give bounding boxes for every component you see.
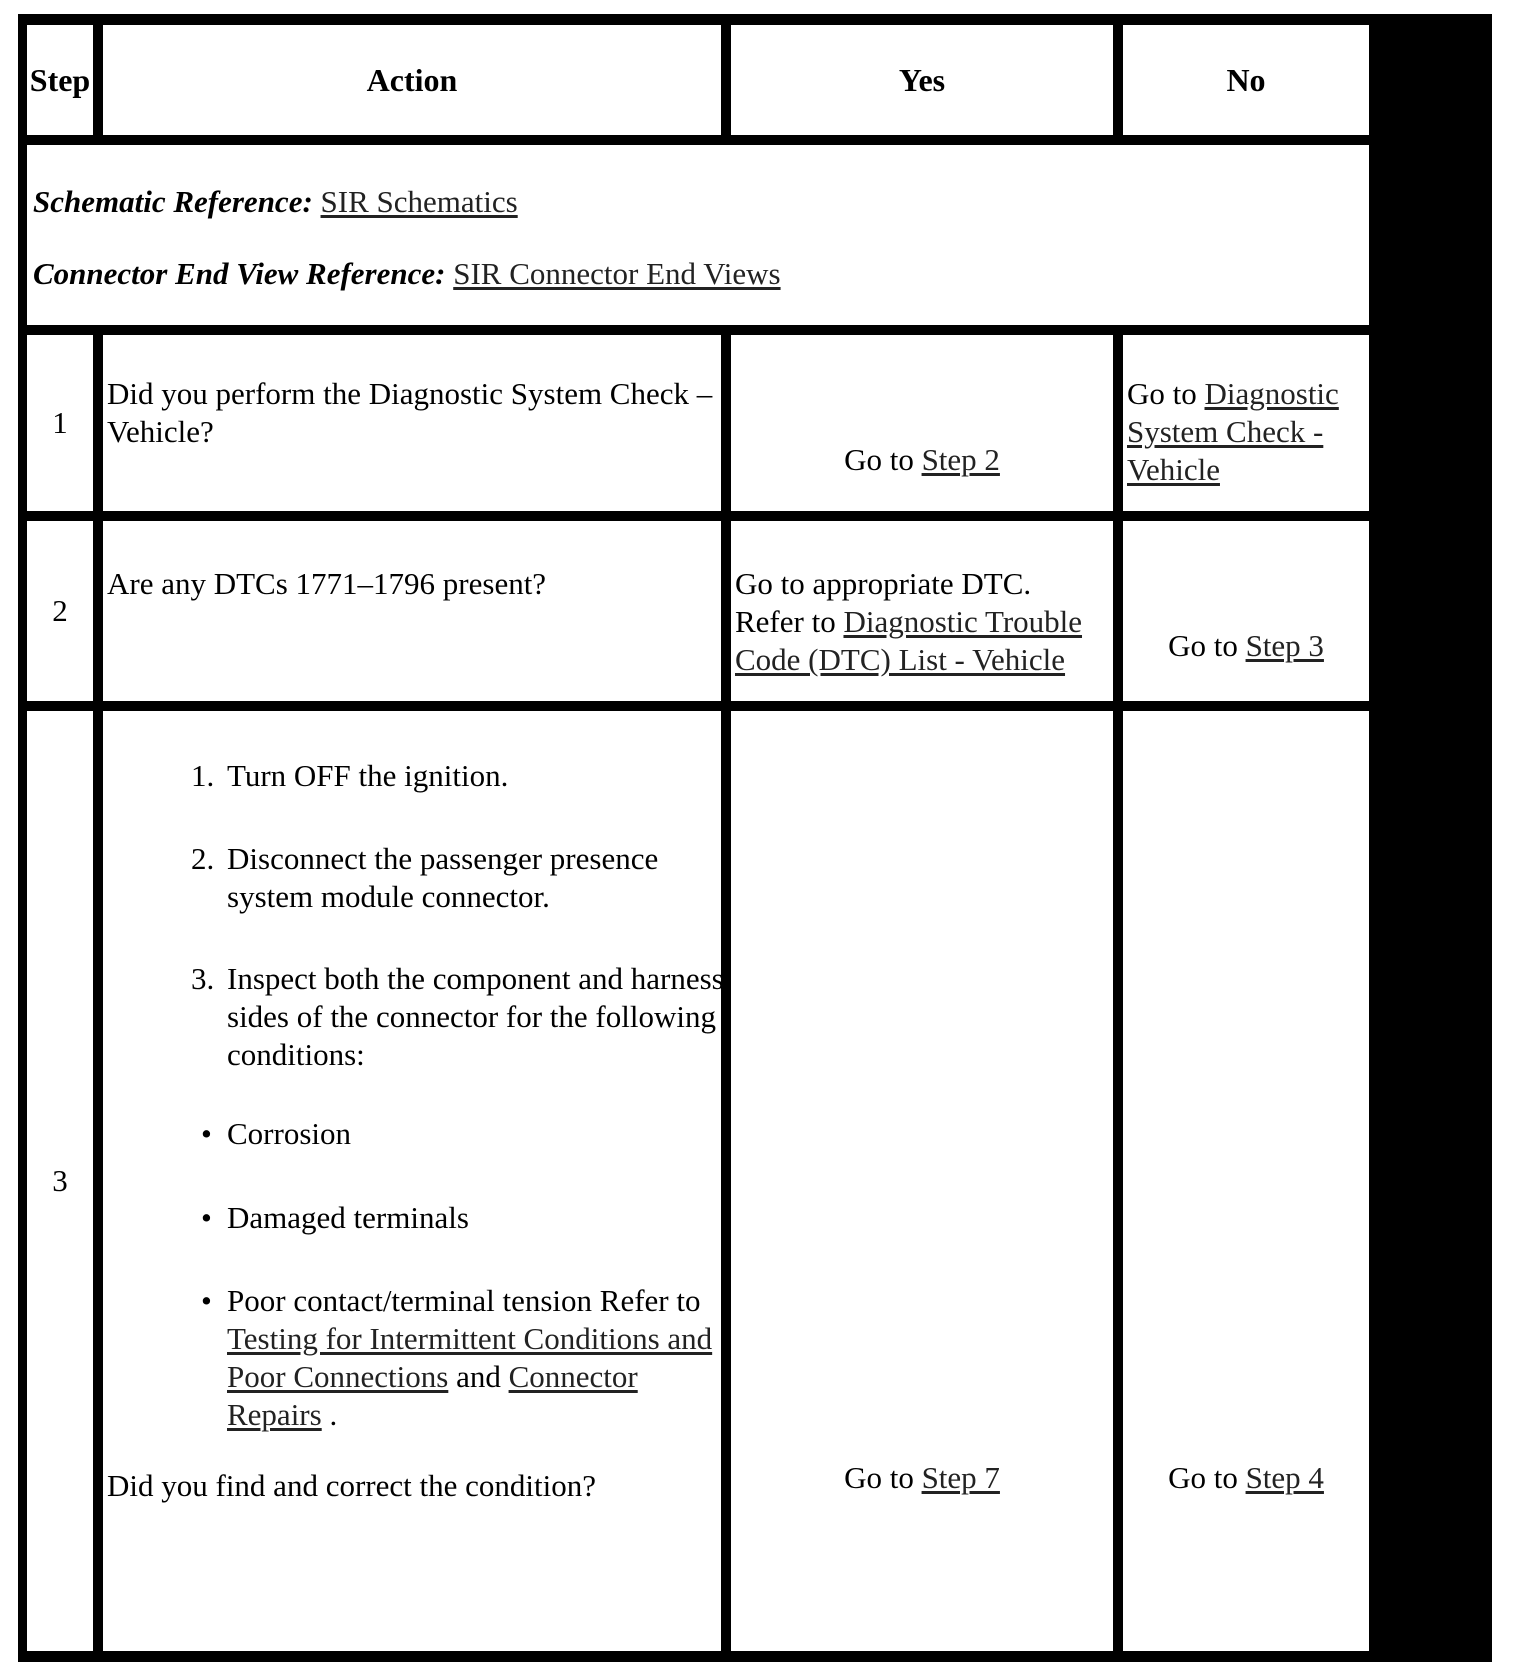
header-no: No	[1120, 22, 1372, 138]
bullet-marker: •	[201, 1200, 212, 1235]
bullet-text-part: Poor contact/terminal tension Refer to	[227, 1283, 701, 1318]
goto-text: Go to	[844, 442, 914, 477]
goto-text: Go to	[1168, 628, 1238, 663]
step-2-link[interactable]: Step 2	[921, 442, 1000, 477]
intermittent-conditions-link[interactable]: Testing for Intermittent Conditions and Poor Connections	[227, 1321, 713, 1394]
list-text: Disconnect the passenger presence system module connector.	[227, 841, 659, 914]
no-goto	[1123, 1459, 1369, 1497]
header-yes: Yes	[728, 22, 1116, 138]
list-marker: 3.	[191, 961, 215, 996]
action-question: Did you find and correct the condition?	[107, 1468, 596, 1503]
yes-cell	[728, 332, 1116, 514]
bullet-marker: •	[201, 1116, 212, 1151]
list-marker: 2.	[191, 841, 215, 876]
goto-text: Go to	[1127, 376, 1197, 411]
action-cell	[100, 518, 724, 704]
step-number: 2	[24, 518, 96, 704]
header-step: Step	[24, 22, 96, 138]
connector-label: Connector End View Reference:	[33, 256, 446, 291]
sir-connector-end-views-link[interactable]: SIR Connector End Views	[453, 256, 781, 291]
no-goto	[1127, 375, 1367, 489]
yes-refer	[735, 565, 1107, 679]
references-cell	[24, 142, 1372, 328]
action-text: Are any DTCs 1771–1796 present?	[107, 566, 547, 601]
period-text: .	[329, 1397, 338, 1432]
no-cell	[1120, 518, 1372, 704]
bullet-marker: •	[201, 1283, 212, 1318]
refer-text: Go to appropriate DTC. Refer to	[735, 566, 1032, 639]
diagnostic-system-check-link[interactable]: Diagnostic System Check - Vehicle	[1127, 376, 1339, 487]
bullet-text: Damaged terminals	[227, 1200, 469, 1235]
sir-schematics-link[interactable]: SIR Schematics	[320, 184, 518, 219]
connector-repairs-link[interactable]: Connector Repairs	[227, 1359, 638, 1432]
schematic-reference	[33, 183, 518, 221]
step-3-link[interactable]: Step 3	[1245, 628, 1324, 663]
yes-cell	[728, 708, 1116, 1654]
list-text: Turn OFF the ignition.	[227, 758, 509, 793]
goto-text: Go to	[1168, 1460, 1238, 1495]
no-goto	[1123, 627, 1369, 665]
bullet-text	[227, 1282, 727, 1434]
list-marker: 1.	[191, 758, 215, 793]
and-text: and	[456, 1359, 501, 1394]
no-cell	[1120, 708, 1372, 1654]
step-number: 1	[24, 332, 96, 514]
yes-goto	[731, 1459, 1113, 1497]
no-cell	[1120, 332, 1372, 514]
action-cell	[100, 708, 724, 1654]
action-text: Did you perform the Diagnostic System Check – Vehicle?	[107, 376, 713, 449]
yes-cell	[728, 518, 1116, 704]
yes-goto	[731, 441, 1113, 479]
schematic-label: Schematic Reference:	[33, 184, 313, 219]
step-number: 3	[24, 708, 96, 1654]
action-cell	[100, 332, 724, 514]
step-4-link[interactable]: Step 4	[1245, 1460, 1324, 1495]
diagnostic-table	[18, 14, 1492, 1662]
goto-text: Go to	[844, 1460, 914, 1495]
step-7-link[interactable]: Step 7	[921, 1460, 1000, 1495]
header-action: Action	[100, 22, 724, 138]
connector-reference	[33, 255, 781, 293]
bullet-text: Corrosion	[227, 1116, 351, 1151]
dtc-list-link[interactable]: Diagnostic Trouble Code (DTC) List - Vehicle	[735, 604, 1083, 677]
list-text: Inspect both the component and harness sides of the connector for the following conditions:	[227, 961, 724, 1072]
